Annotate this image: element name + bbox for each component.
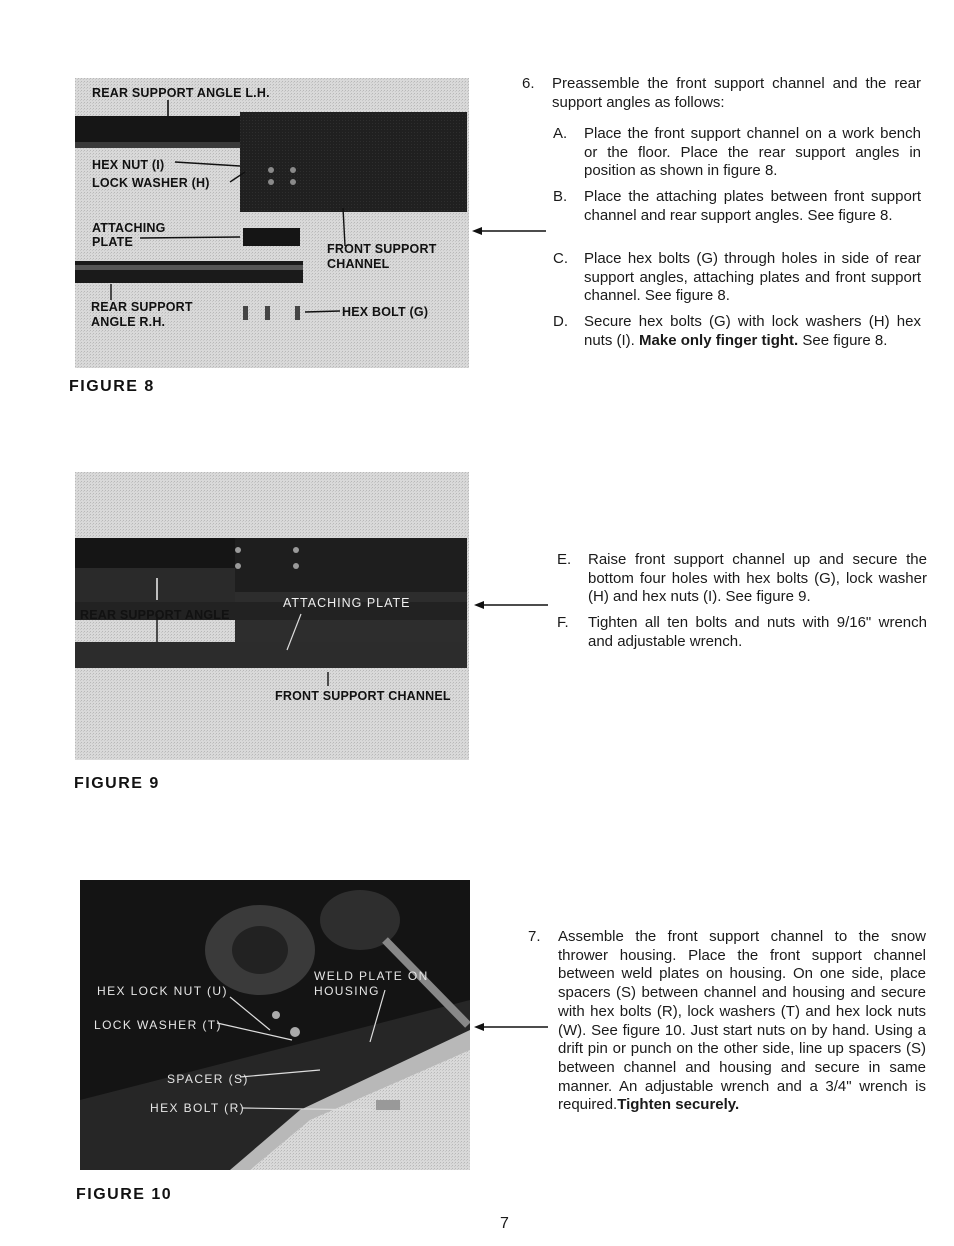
- attaching-plate-label-line1: ATTACHING: [92, 221, 166, 235]
- figure-10-caption: FIGURE 10: [76, 1186, 173, 1203]
- rear-support-angle-rh-label-line2: ANGLE R.H.: [91, 315, 166, 329]
- hex-lock-nut-label: HEX LOCK NUT (U): [97, 984, 228, 998]
- item-letter: D.: [553, 313, 568, 330]
- front-support-channel-label-line1: FRONT SUPPORT: [327, 242, 437, 256]
- page-number: 7: [500, 1215, 509, 1232]
- figure-9-photo: [75, 472, 469, 760]
- step-6-intro: Preassemble the front support channel and the rear support angles as follows:: [552, 75, 921, 111]
- item-text: Raise front support channel up and secure the bottom four holes with hex bolts (G), lock washer (H) and hex nuts (I). See figure 9.: [588, 551, 927, 606]
- attaching-plate-label: ATTACHING PLATE: [283, 596, 411, 610]
- weld-plate-label-line1: WELD PLATE ON: [314, 969, 429, 983]
- item-text: Place the attaching plates between front support channel and rear support angles. See figure 8.: [584, 188, 921, 224]
- step-6-item-d: [553, 313, 921, 373]
- front-support-channel-label-line2: CHANNEL: [327, 257, 390, 271]
- figure-10-photo: [80, 880, 470, 1170]
- weld-plate-label-line2: HOUSING: [314, 984, 380, 998]
- hex-bolt-g-label: HEX BOLT (G): [342, 305, 429, 319]
- item-d-tail: See figure 8.: [802, 331, 888, 349]
- figure-8-caption: FIGURE 8: [69, 378, 155, 395]
- hex-bolt-r-label: HEX BOLT (R): [150, 1101, 246, 1115]
- item-letter: B.: [553, 188, 568, 205]
- item-letter: C.: [553, 250, 568, 267]
- step-6-item-a: [553, 125, 921, 185]
- hex-nut-label: HEX NUT (I): [92, 158, 165, 172]
- step-6-item-b: [553, 188, 921, 248]
- item-letter: A.: [553, 125, 568, 142]
- rear-support-angle-rh-label-line1: REAR SUPPORT: [91, 300, 193, 314]
- figure-9-caption: FIGURE 9: [74, 775, 160, 792]
- step-7-body: Assemble the front support channel to the snow thrower housing. Place the front support channel between weld plates on housing. On one side, place spacers (S) between channel and housing and secure with hex bolts (R), lock washers (T) and hex lock nuts (W). See figure 10. Just start nuts on by hand. Using a drift pin or punch on the other side, line up spacers (S) between channel and housing and secure in same manner. An adjustable wrench and a 3/4" wrench is required.: [558, 928, 926, 1114]
- step-7-bold: Tighten securely.: [617, 1096, 740, 1114]
- item-d-bold: Make only finger tight.: [639, 331, 799, 349]
- item-text: Place the front support channel on a work bench or the floor. Place the rear support angles in position as shown in figure 8.: [584, 125, 921, 180]
- step-6: [522, 75, 922, 115]
- spacer-s-label: SPACER (S): [167, 1072, 249, 1086]
- arrow-left-icon: [472, 224, 548, 238]
- lock-washer-label: LOCK WASHER (H): [92, 176, 210, 190]
- step-6-item-f: [557, 614, 927, 654]
- item-text: Tighten all ten bolts and nuts with 9/16" wrench and adjustable wrench.: [588, 614, 927, 650]
- attaching-plate-label-line2: PLATE: [92, 235, 134, 249]
- front-support-channel-label: FRONT SUPPORT CHANNEL: [275, 689, 451, 703]
- step-6-item-e: [557, 551, 927, 611]
- step-6-number: 6.: [522, 75, 535, 92]
- figure-8-photo: [75, 78, 469, 368]
- arrow-left-icon: [474, 598, 550, 612]
- item-letter: F.: [557, 614, 569, 631]
- step-7: [528, 928, 928, 1158]
- rear-support-angle-lh-label: REAR SUPPORT ANGLE L.H.: [92, 86, 270, 100]
- step-7-number: 7.: [528, 928, 541, 945]
- step-6-item-c: [553, 250, 921, 310]
- rear-support-angle-label: REAR SUPPORT ANGLE: [80, 608, 230, 622]
- item-d-text: Secure hex bolts (G) with lock washers (H) hex nuts (I).: [584, 313, 921, 349]
- lock-washer-t-label: LOCK WASHER (T): [94, 1018, 222, 1032]
- step-7-text: [558, 928, 926, 1115]
- item-letter: E.: [557, 551, 572, 568]
- item-text: Place hex bolts (G) through holes in side of rear support angles, attaching plates and front support channel. See figure 8.: [584, 250, 921, 305]
- item-text: [584, 313, 921, 350]
